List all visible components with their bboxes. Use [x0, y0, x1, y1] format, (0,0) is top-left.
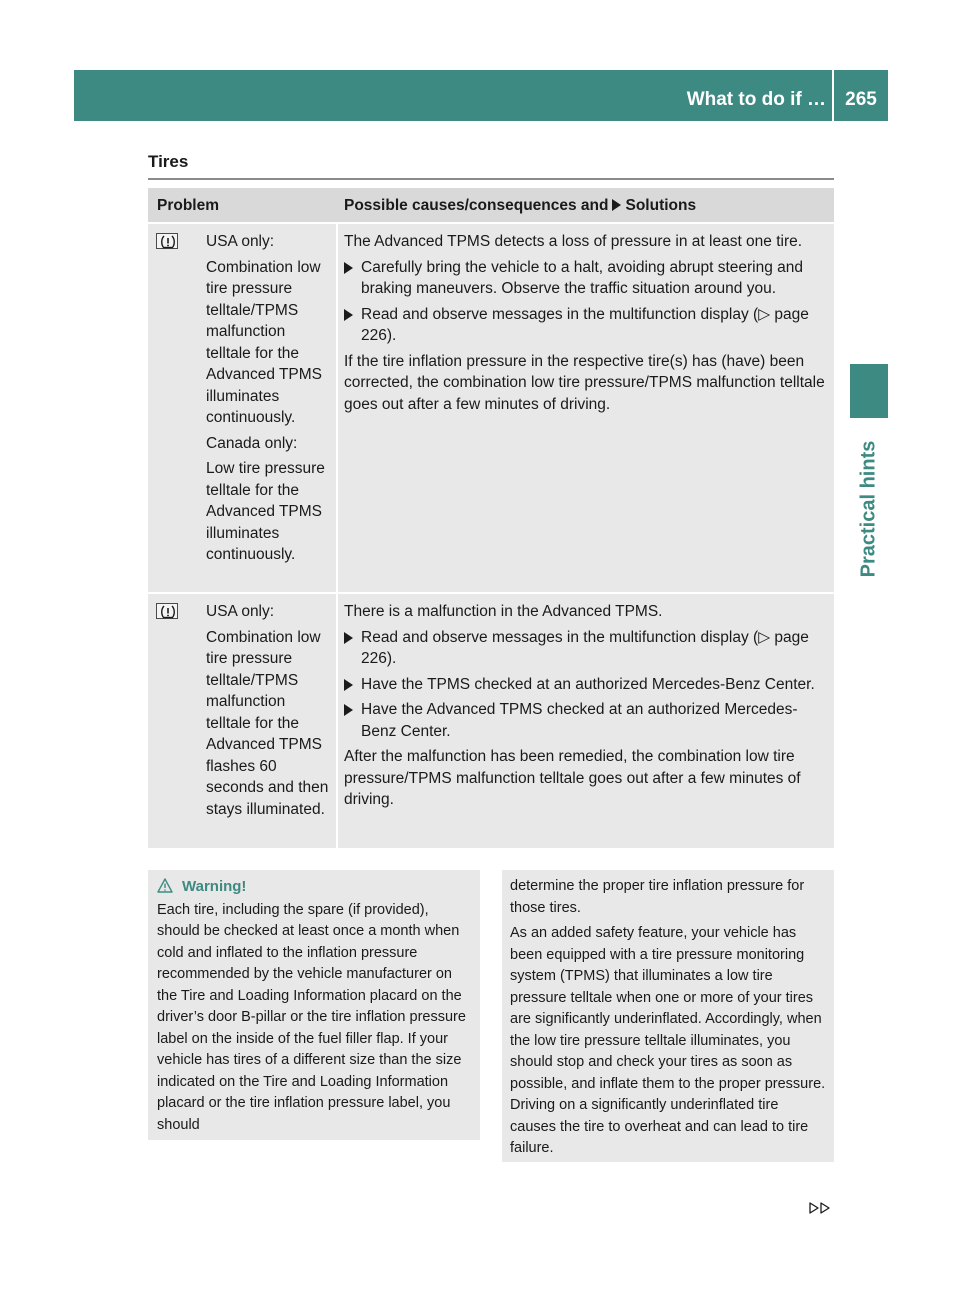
section-title: Tires: [148, 152, 189, 171]
table-row: [148, 594, 834, 848]
warning-title: [157, 876, 472, 898]
problem-text: USA only:: [206, 233, 275, 250]
column-header-causes: [344, 188, 696, 224]
problem-text: Combination low tire pressure telltale/TPMS malfunction telltale for the Advanced TPMS flashes 60 seconds and then stays illuminated.: [206, 628, 329, 818]
column-header-causes-text: Possible causes/consequences and: [344, 197, 609, 214]
solution-step: [344, 257, 830, 300]
arrow-right-icon: [344, 704, 353, 716]
warning-text: determine the proper tire inflation pressure for those tires.: [510, 878, 805, 916]
solution-step-text: Read and observe messages in the multifunction display (▷ page 226).: [361, 628, 809, 667]
result-text: After the malfunction has been remedied, the combination low tire pressure/TPMS malfunction telltale goes out after a few minutes of driving.: [344, 748, 801, 808]
problem-description: [206, 231, 330, 570]
problem-description: [206, 601, 330, 824]
problem-text: Low tire pressure telltale for the Advanced TPMS illuminates continuously.: [206, 460, 325, 563]
solution-step-text: Have the TPMS checked at an authorized Mercedes-Benz Center.: [361, 675, 815, 693]
problem-text: Canada only:: [206, 434, 298, 452]
solution-step-text: Read and observe messages in the multifunction display (▷ page 226).: [361, 305, 809, 344]
result-text: If the tire inflation pressure in the respective tire(s) has (have) been corrected, the combination low tire pressure/TPMS malfunction telltale goes out after a few minutes of driving.: [344, 352, 825, 413]
table-row: [148, 224, 834, 592]
column-divider: [336, 594, 338, 848]
side-tab-marker: [850, 364, 888, 418]
arrow-right-icon: [344, 262, 353, 274]
side-tab-label: Practical hints: [857, 440, 880, 578]
column-divider: [336, 224, 338, 592]
cause-text: There is a malfunction in the Advanced TPMS.: [344, 603, 663, 620]
problem-text: Combination low tire pressure telltale/TPMS malfunction telltale for the Advanced TPMS illuminates continuously.: [206, 258, 323, 426]
problem-text: USA only:: [206, 603, 275, 620]
solution-step: [344, 699, 830, 742]
warning-text: As an added safety feature, your vehicle has been equipped with a tire pressure monitoring system (TPMS) that illuminates a low tire pressure telltale when one or more of your tires are significantly underinflated. Accordingly, when the low tire pressure telltale illuminates, you should stop and check your tires as soon as possible, and inflate them to the proper pressure. Driving on a significantly underinflated tire causes the tire to overheat and can lead to tire failure.: [510, 925, 826, 1156]
tire-pressure-warning-icon: [156, 603, 178, 619]
arrow-right-icon: [612, 199, 621, 211]
table-header: [148, 188, 834, 222]
cause-text: The Advanced TPMS detects a loss of pressure in at least one tire.: [344, 233, 803, 250]
page-number: 265: [845, 89, 877, 110]
warning-box-continued: [502, 870, 834, 1162]
solution-step: [344, 627, 830, 670]
chapter-title: What to do if …: [686, 89, 826, 110]
warning-box: [148, 870, 480, 1140]
arrow-right-icon: [344, 309, 353, 321]
solution-step: [344, 674, 830, 696]
side-tab: [846, 424, 892, 594]
warning-title-text: Warning!: [182, 878, 247, 895]
arrow-right-icon: [344, 632, 353, 644]
column-header-solutions-text: Solutions: [625, 197, 697, 214]
section-divider: [148, 178, 834, 180]
solution-step-text: Carefully bring the vehicle to a halt, avoiding abrupt steering and braking maneuvers. Observe the traffic situation around you.: [361, 258, 804, 297]
solution-description: [344, 601, 830, 815]
arrow-right-icon: [344, 679, 353, 691]
solution-step-text: Have the Advanced TPMS checked at an authorized Mercedes-Benz Center.: [361, 701, 798, 740]
solution-step: [344, 304, 830, 347]
column-header-problem: Problem: [157, 197, 220, 214]
continued-arrows-icon: [806, 1200, 836, 1216]
solution-description: [344, 231, 830, 419]
warning-triangle-icon: [157, 878, 173, 893]
tire-pressure-warning-icon: [156, 233, 178, 249]
warning-text: Each tire, including the spare (if provided), should be checked at least once a month when cold and inflated to the inflation pressure recommended by the vehicle manufacturer on the Tire and Loading Information placard on the driver’s door B-pillar or the tire inflation pressure label on the inside of the fuel filler flap. If your vehicle has tires of a different size than the size indicated on the Tire and Loading Information placard or the tire inflation pressure label, you should: [157, 901, 466, 1133]
